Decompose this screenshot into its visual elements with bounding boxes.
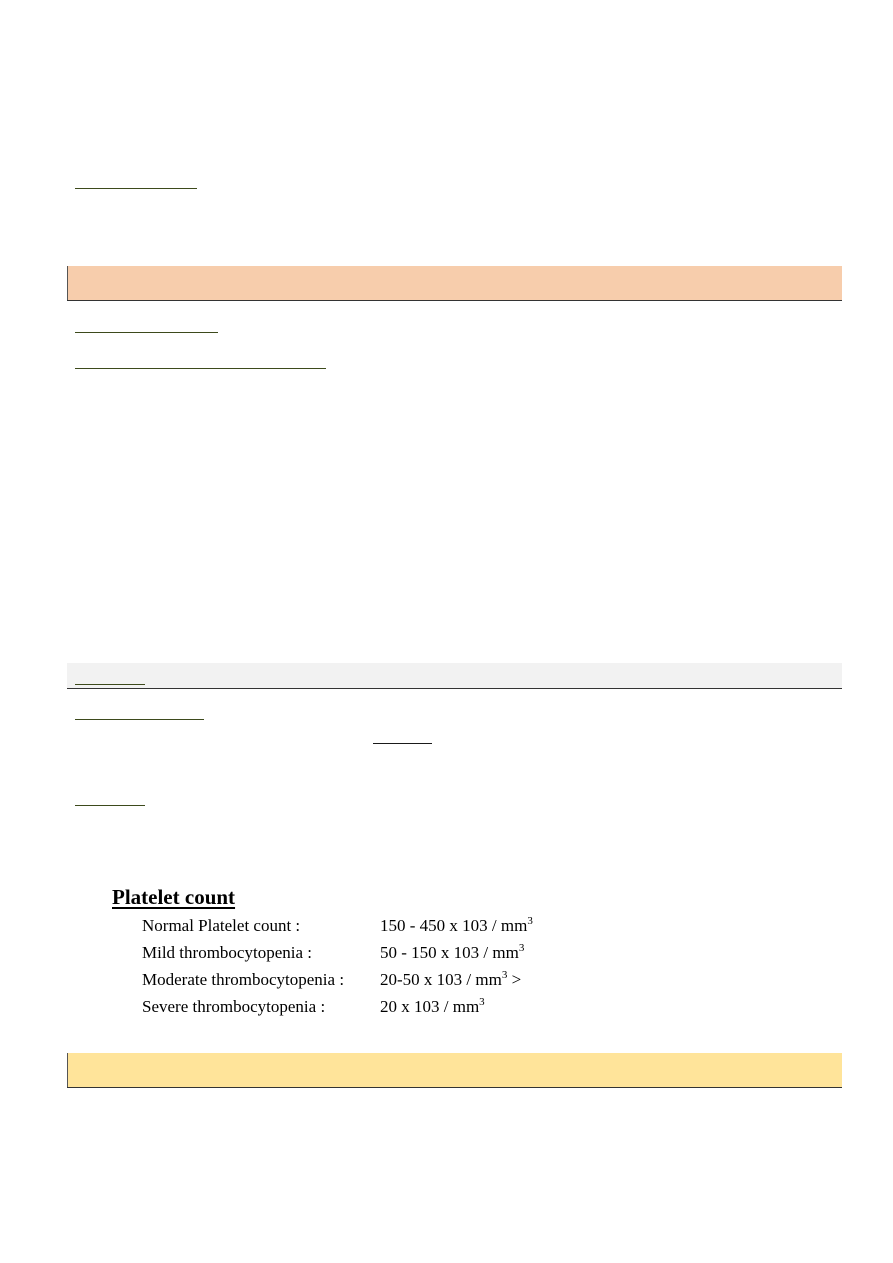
platelet-row-value: 150 - 450 x $103 / mm^3$ — [380, 915, 533, 935]
platelet-row-value: 20-50 x $103 / mm^3$ > — [380, 969, 522, 989]
inline-underline — [373, 743, 432, 744]
heading-underline — [75, 684, 145, 685]
platelet-row-label: Moderate thrombocytopenia : — [142, 970, 345, 989]
band-bottom-rule — [67, 1087, 842, 1088]
band-bottom-rule — [67, 688, 842, 689]
band-bottom-rule — [67, 300, 842, 301]
section-band-gray — [67, 663, 842, 689]
platelet-count-table — [112, 884, 632, 1024]
platelet-row — [142, 968, 622, 992]
heading-underline — [75, 188, 197, 189]
platelet-row-value: 50 - 150 x $103 / mm^3$ — [380, 942, 525, 962]
heading-underline — [75, 332, 218, 333]
platelet-count-title: Platelet count — [112, 885, 236, 909]
platelet-row — [142, 941, 622, 965]
band-left-rule — [67, 1053, 68, 1088]
platelet-row — [142, 914, 622, 938]
platelet-row-value: 20 x $103 / mm^3$ — [380, 996, 485, 1016]
heading-underline — [75, 719, 204, 720]
platelet-row-label: Normal Platelet count : — [142, 916, 301, 935]
platelet-row-label: Severe thrombocytopenia : — [142, 997, 326, 1016]
section-band-yellow — [67, 1053, 842, 1088]
heading-underline — [75, 805, 145, 806]
platelet-row — [142, 995, 622, 1019]
section-band-salmon — [67, 266, 842, 301]
platelet-row-label: Mild thrombocytopenia : — [142, 943, 312, 962]
heading-underline — [75, 368, 326, 369]
band-left-rule — [67, 266, 68, 301]
